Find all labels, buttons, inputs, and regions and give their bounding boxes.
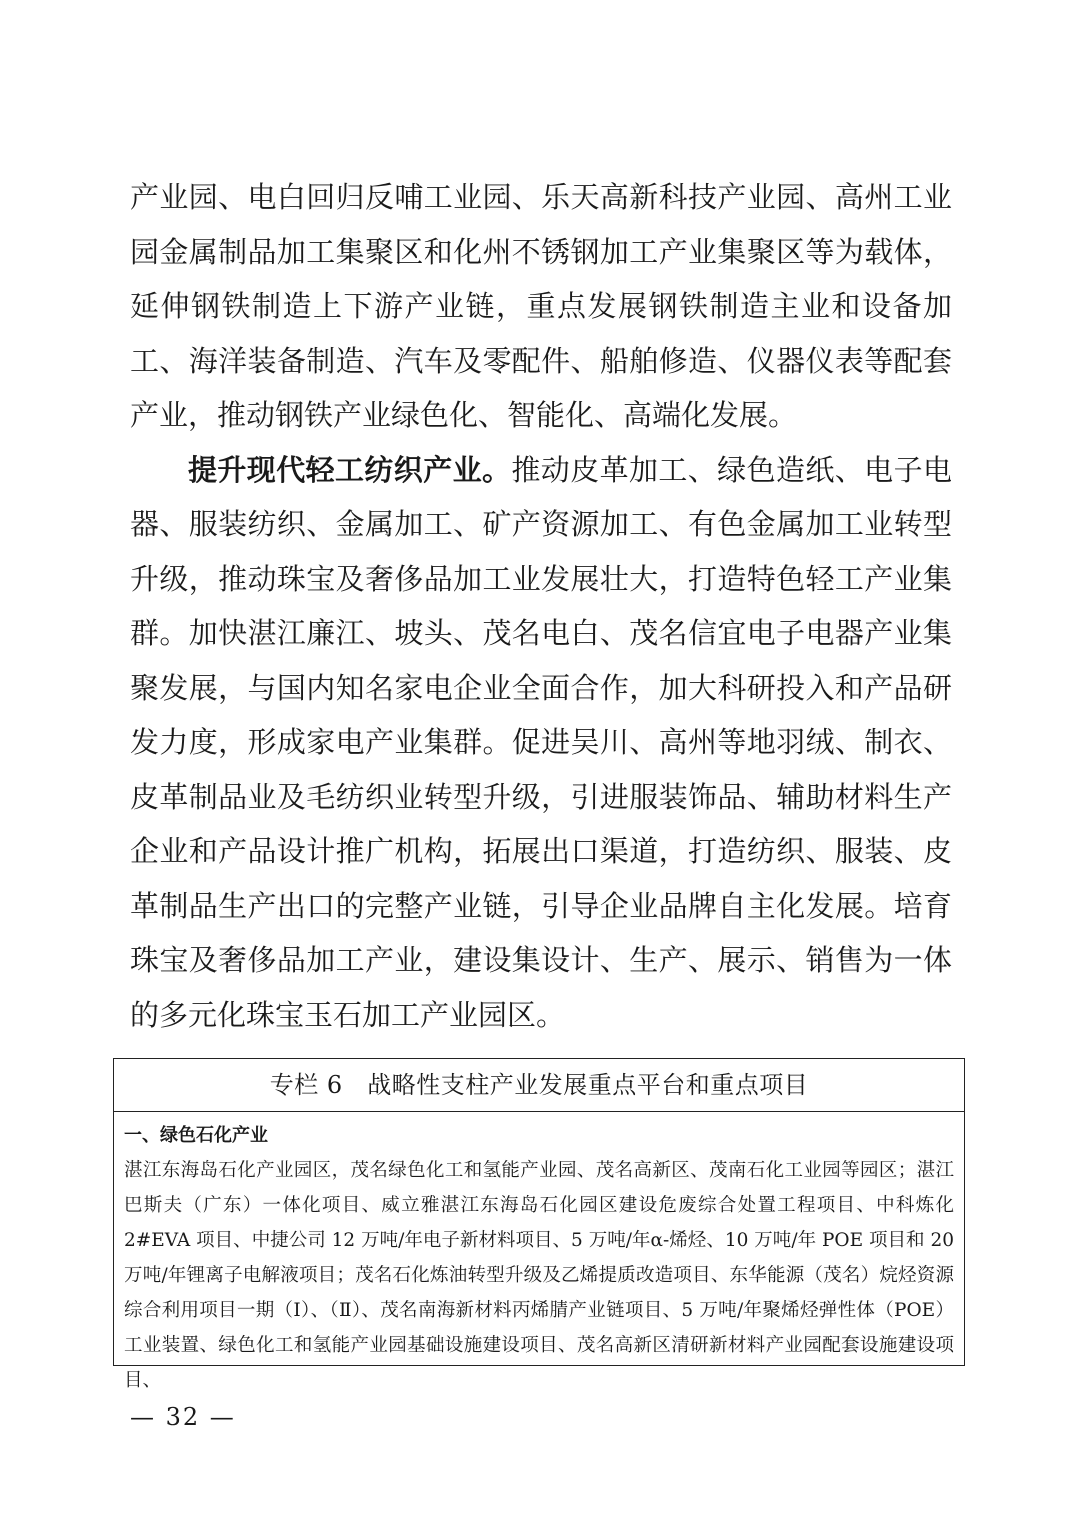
special-column-content: 湛江东海岛石化产业园区，茂名绿色化工和氢能产业园、茂名高新区、茂南石化工业园等园区；湛江巴斯夫（广东）一体化项目、威立雅湛江东海岛石化园区建设危废综合处置工程项目、中科炼化 2#EVA 项目、中捷公司 12 万吨/年电子新材料项目、5 万吨/年α-烯烃、10 万吨/年 POE 项目和 20 万吨/年锂离子电解液项目；茂名石化炼油转型升级及乙烯提质改造项目、东华能源（茂名）烷烃资源综合利用项目一期（Ⅰ）、（Ⅱ）、茂名南海新材料丙烯腈产业链项目、5 万吨/年聚烯烃弹性体（POE）工业装置、绿色化工和氢能产业园基础设施建设项目、茂名高新区清研新材料产业园配套设施建设项目、 (124, 1160, 954, 1391)
special-column-title: 专栏 6 战略性支柱产业发展重点平台和重点项目 (114, 1059, 964, 1112)
paragraph-lead-heading: 提升现代轻工纺织产业。 (188, 452, 512, 487)
body-text (130, 170, 952, 1042)
special-column-heading: 一、绿色石化产业 (124, 1125, 268, 1146)
page-number: — 32 — (130, 1403, 236, 1431)
special-column-body (114, 1112, 964, 1398)
special-column-box (113, 1058, 965, 1391)
paragraph-steel: 产业园、电白回归反哺工业园、乐天高新科技产业园、高州工业园金属制品加工集聚区和化州不锈钢加工产业集聚区等为载体，延伸钢铁制造上下游产业链，重点发展钢铁制造主业和设备加工、海洋装备制造、汽车及零配件、船舶修造、仪器仪表等配套产业，推动钢铁产业绿色化、智能化、高端化发展。 (130, 180, 952, 432)
paragraph-light-industry (130, 443, 952, 1043)
paragraph-light-industry-text: 推动皮革加工、绿色造纸、电子电器、服装纺织、金属加工、矿产资源加工、有色金属加工业转型升级，推动珠宝及奢侈品加工业发展壮大，打造特色轻工产业集群。加快湛江廉江、坡头、茂名电白、茂名信宜电子电器产业集聚发展，与国内知名家电企业全面合作，加大科研投入和产品研发力度，形成家电产业集群。促进吴川、高州等地羽绒、制衣、皮革制品业及毛纺织业转型升级，引进服装饰品、辅助材料生产企业和产品设计推广机构，拓展出口渠道，打造纺织、服装、皮革制品生产出口的完整产业链，引导企业品牌自主化发展。培育珠宝及奢侈品加工产业，建设集设计、生产、展示、销售为一体的多元化珠宝玉石加工产业园区。 (130, 452, 952, 1032)
